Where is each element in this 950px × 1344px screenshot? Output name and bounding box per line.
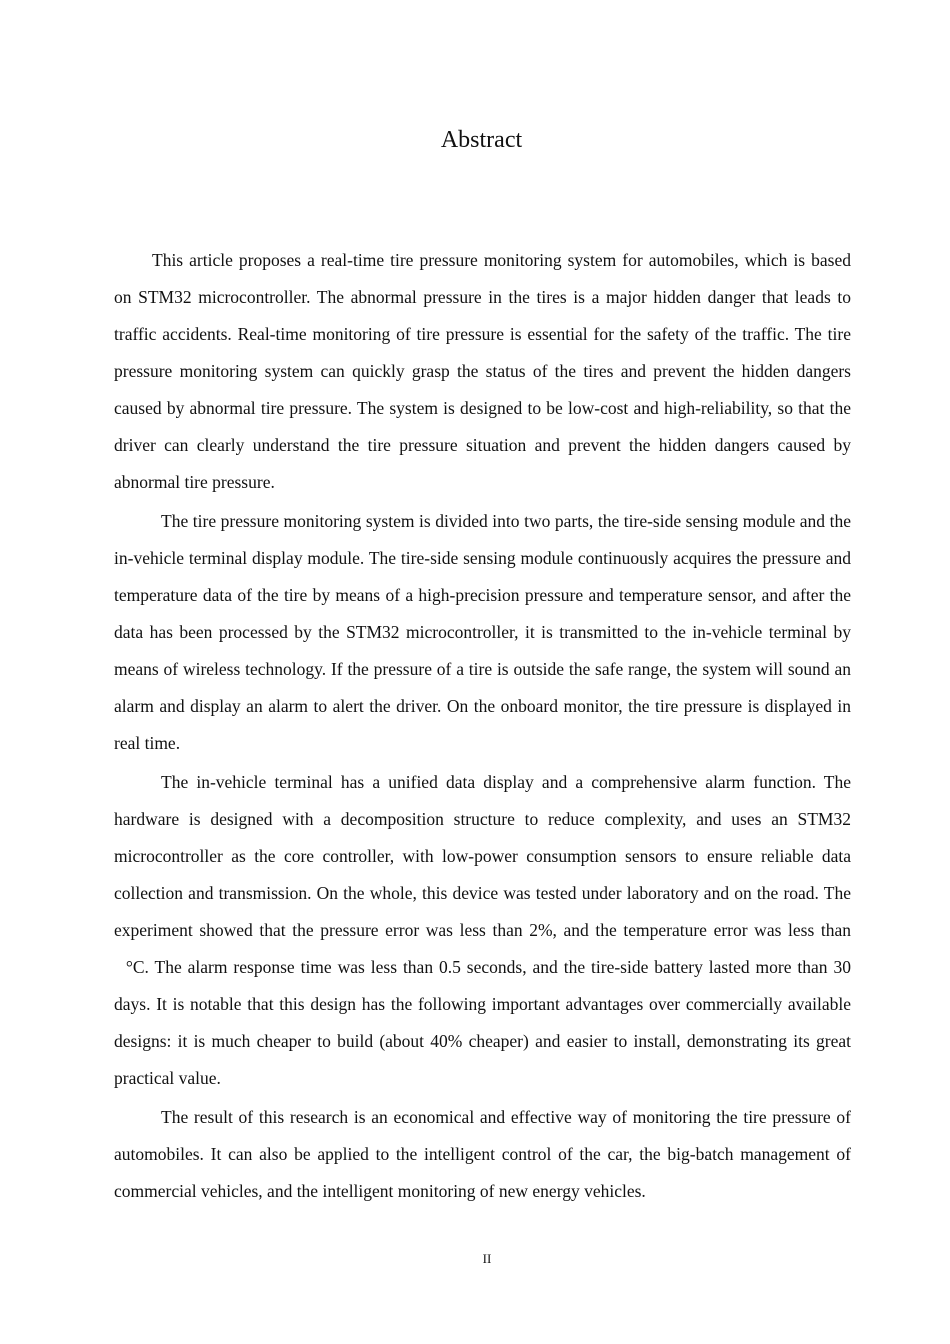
abstract-paragraph-3: The in-vehicle terminal has a unified data display and a comprehensive alarm function. The hardware is designed with a decomposition structure to reduce complexity, and uses an STM32 microcontroller as the core controller, with low-power consumption sensors to ensure reliable data collection and transmission. On the whole, this device was tested under laboratory and on the road. The experiment showed that the pressure error was less than 2%, and the temperature error was less than °C. The alarm response time was less than 0.5 seconds, and the tire-side battery lasted more than 30 days. It is notable that this design has the following important advantages over commercially available designs: it is much cheaper to build (about 40% cheaper) and easier to install, demonstrating its great practical value.: [114, 772, 851, 1088]
page-number: II: [482, 1251, 492, 1266]
abstract-body: [114, 242, 851, 1210]
abstract-paragraph-1: This article proposes a real-time tire pressure monitoring system for automobiles, which is based on STM32 microcontroller. The abnormal pressure in the tires is a major hidden danger that leads to traffic accidents. Real-time monitoring of tire pressure is essential for the safety of the traffic. The tire pressure monitoring system can quickly grasp the status of the tires and prevent the hidden dangers caused by abnormal tire pressure. The system is designed to be low-cost and high-reliability, so that the driver can clearly understand the tire pressure situation and prevent the hidden dangers caused by abnormal tire pressure.: [114, 250, 851, 492]
abstract-paragraph-4: The result of this research is an economical and effective way of monitoring the tire pressure of automobiles. It can also be applied to the intelligent control of the car, the big-batch management of commercial vehicles, and the intelligent monitoring of new energy vehicles.: [114, 1107, 851, 1201]
page-title: Abstract: [440, 127, 523, 153]
abstract-paragraph-2: The tire pressure monitoring system is divided into two parts, the tire-side sensing module and the in-vehicle terminal display module. The tire-side sensing module continuously acquires the pressure and temperature data of the tire by means of a high-precision pressure and temperature sensor, and after the data has been processed by the STM32 microcontroller, it is transmitted to the in-vehicle terminal by means of wireless technology. If the pressure of a tire is outside the safe range, the system will sound an alarm and display an alarm to alert the driver. On the onboard monitor, the tire pressure is displayed in real time.: [114, 511, 851, 753]
